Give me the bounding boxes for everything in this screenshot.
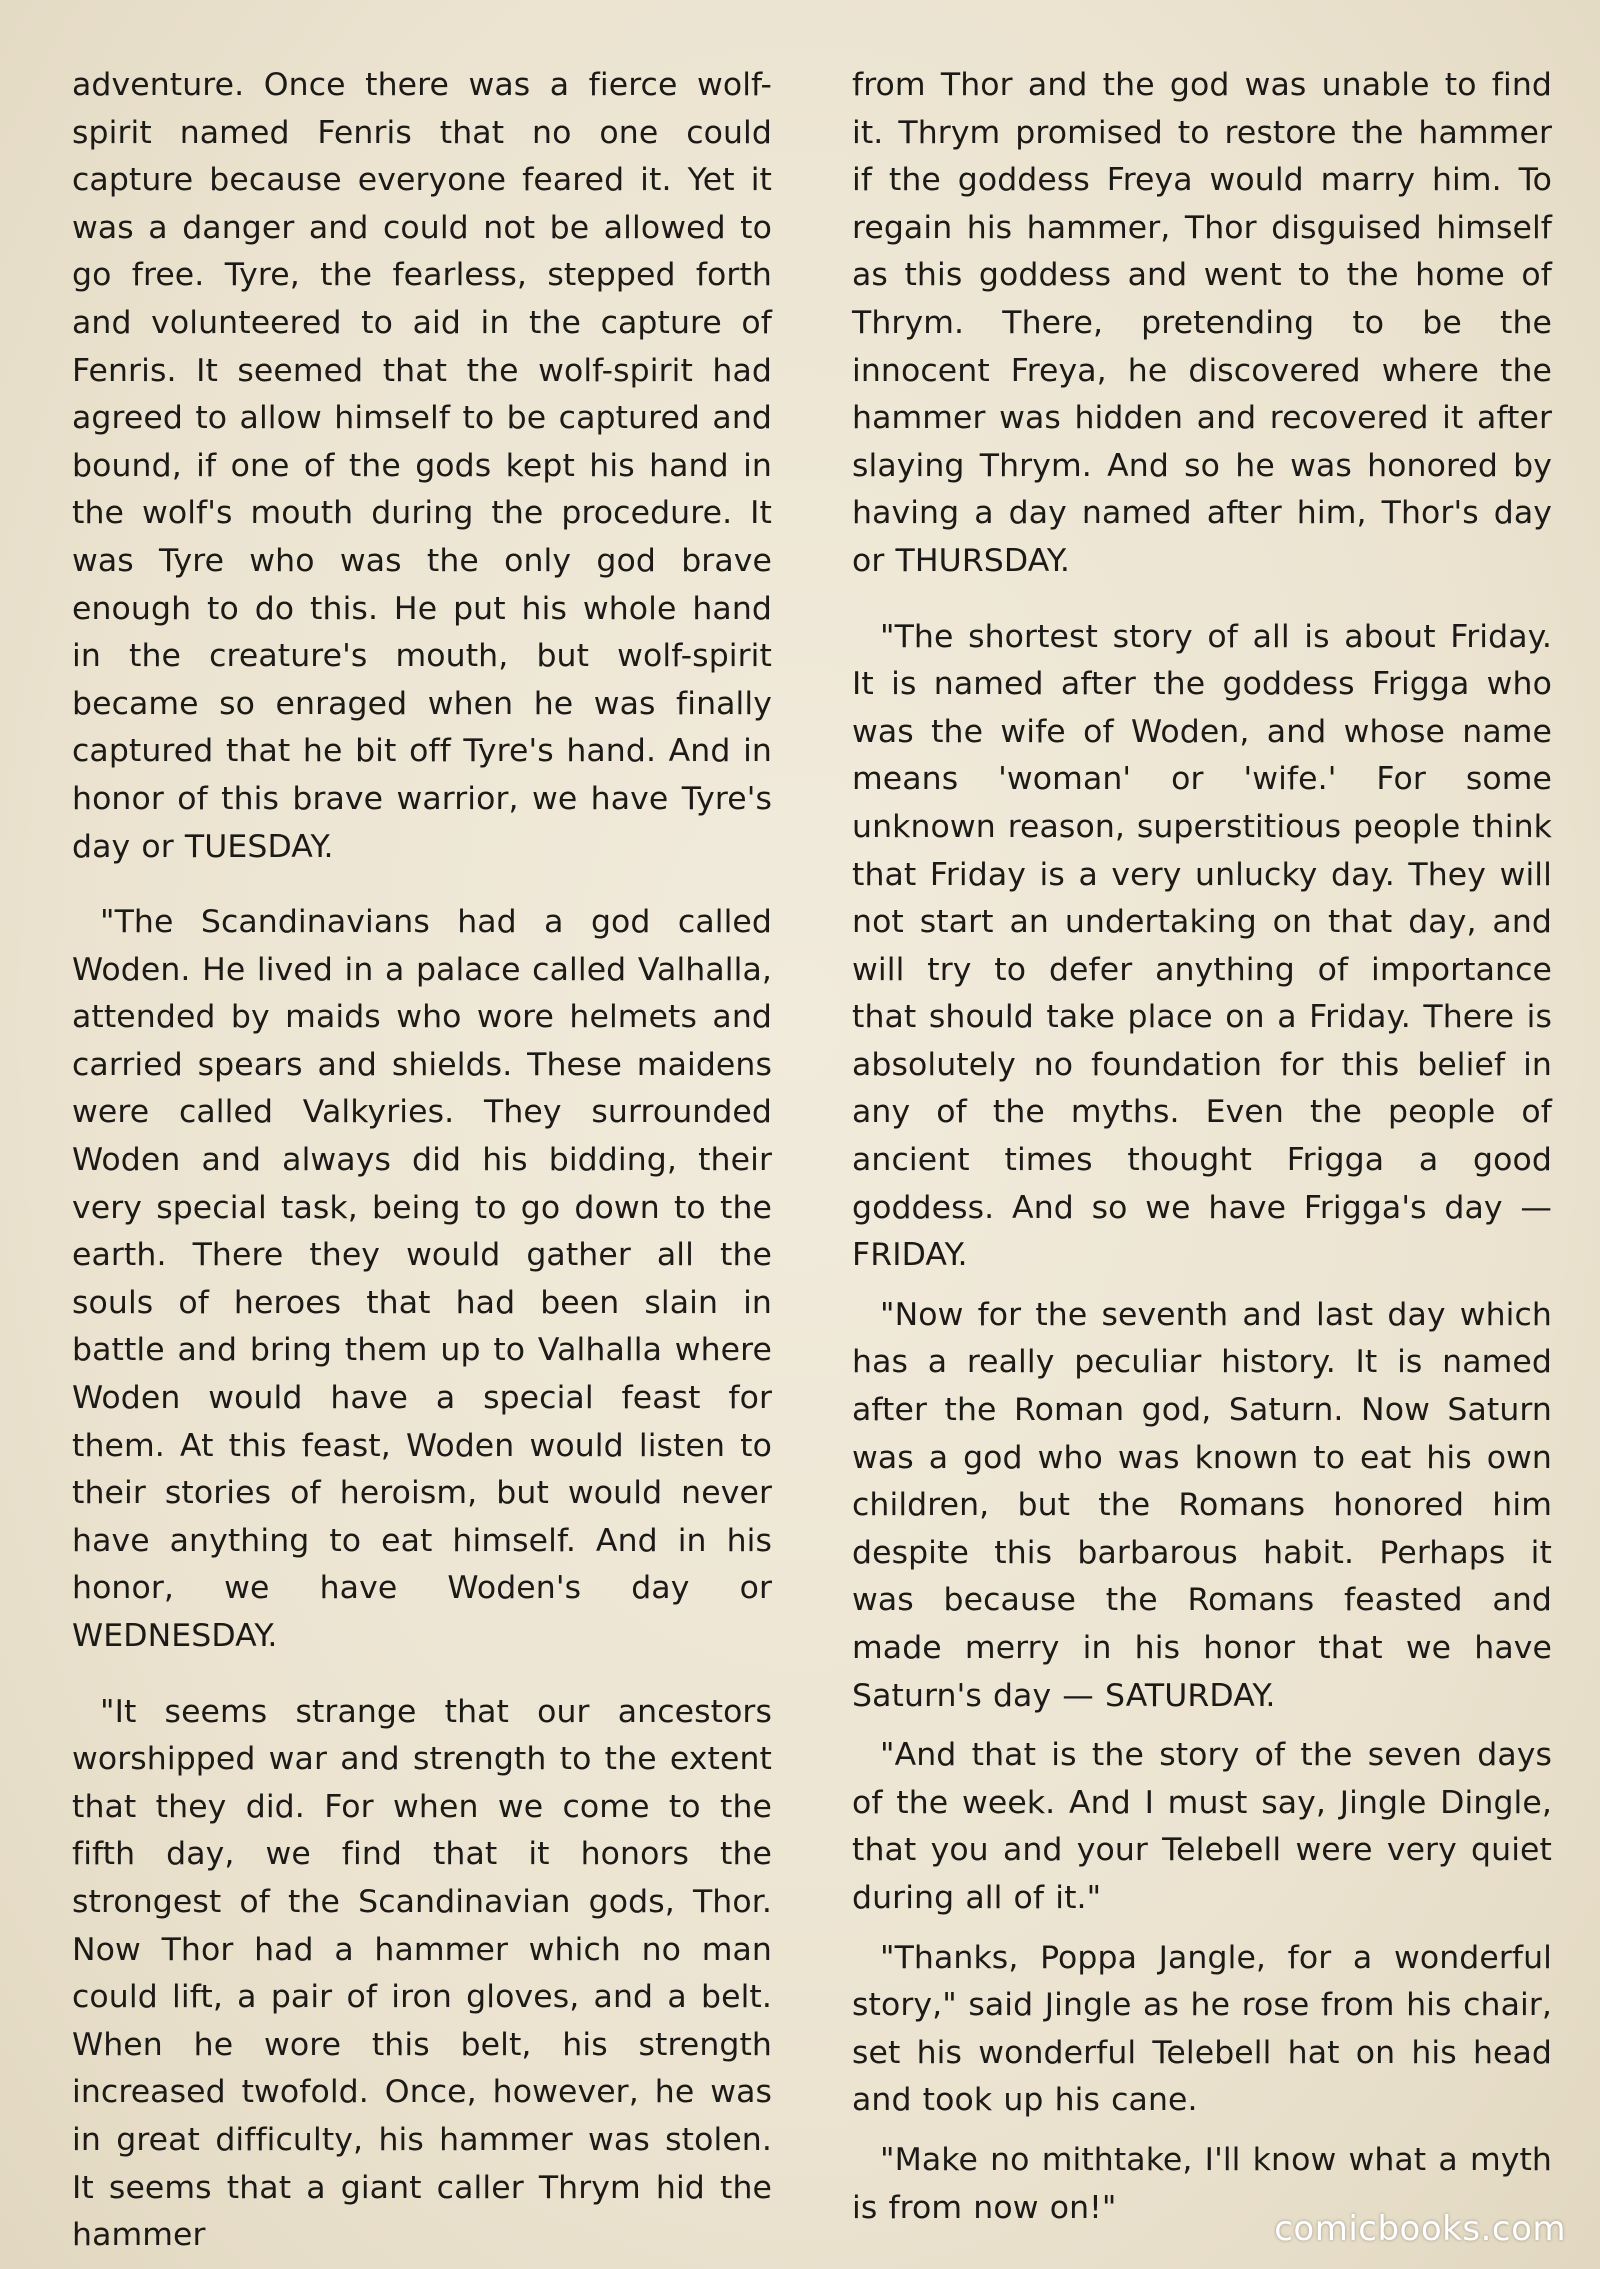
paragraph-tuesday-fenris: adventure. Once there was a fierce wolf-spirit named Fenris that no one could capture because everyone feared it. Yet it was a danger and could not be allowed to go free. Tyre, the fearless, stepped forth and volunteered to aid in the capture of Fenris. It seemed that the wolf-spirit had agreed to allow himself to be captured and bound, if one of the gods kept his hand in the wolf's mouth during the procedure. It was Tyre who was the only god brave enough to do this. He put his whole hand in the creature's mouth, but wolf-spirit became so enraged when he was finally captured that he bit off Tyre's hand. And in honor of this brave warrior, we have Tyre's day or TUESDAY. (72, 67, 772, 865)
paragraph-friday-frigga: "The shortest story of all is about Friday. It is named after the goddess Frigga who was the wife of Woden, and whose name means 'woman' or 'wife.' For some unknown reason, superstitious people think that Friday is a very unlucky day. They will not start an undertaking on that day, and will try to defer anything of importance that should take place on a Friday. There is absolutely no foundation for this belief in any of the myths. Even the people of ancient times thought Frigga a good goddess. And so we have Frigga's day — FRIDAY. (852, 618, 1552, 1274)
site-watermark: comicbooks.com (1274, 2209, 1566, 2249)
paragraph-final-quote: "Make no mithtake, I'll know what a myth is from now on!" (852, 2141, 1552, 2226)
paragraph-thursday-thor-continued: from Thor and the god was unable to find it. Thrym promised to restore the hammer if the goddess Freya would marry him. To regain his hammer, Thor disguised himself as this goddess and went to the home of Thrym. There, pretending to be the innocent Freya, he discovered where the hammer was hidden and recovered it after slaying Thrym. And so he was honored by having a day named after him, Thor's day or THURSDAY. (852, 67, 1552, 579)
paragraph-saturday-saturn: "Now for the seventh and last day which has a really peculiar history. It is named after the Roman god, Saturn. Now Saturn was a god who was known to eat his own children, but the Romans honored him despite this barbarous habit. Perhaps it was because the Romans feasted and made merry in his honor that we have Saturn's day — SATURDAY. (852, 1296, 1552, 1714)
right-text-column (852, 62, 1552, 2232)
left-text-column (72, 62, 772, 2260)
paragraph-wednesday-woden: "The Scandinavians had a god called Woden. He lived in a palace called Valhalla, attended by maids who wore helmets and carried spears and shields. These maidens were called Valkyries. They surrounded Woden and always did his bidding, their very special task, being to go down to the earth. There they would gather all the souls of heroes that had been slain in battle and bring them up to Valhalla where Woden would have a special feast for them. At this feast, Woden would listen to their stories of heroism, but would never have anything to eat himself. And in his honor, we have Woden's day or WEDNESDAY. (72, 904, 772, 1654)
paragraph-story-ending: "And that is the story of the seven days of the week. And I must say, Jingle Dingle, that you and your Telebell were very quiet during all of it." (852, 1737, 1552, 1916)
paragraph-thursday-thor-intro: "It seems strange that our ancestors worshipped war and strength to the extent that they did. For when we come to the fifth day, we find that it honors the strongest of the Scandinavian gods, Thor. Now Thor had a hammer which no man could lift, a pair of iron gloves, and a belt. When he wore this belt, his strength increased twofold. Once, however, he was in great difficulty, his hammer was stolen. It seems that a giant caller Thrym hid the hammer (72, 1693, 772, 2254)
paragraph-jingle-thanks: "Thanks, Poppa Jangle, for a wonderful story," said Jingle as he rose from his chair, set his wonderful Telebell hat on his head and took up his cane. (852, 1939, 1552, 2119)
